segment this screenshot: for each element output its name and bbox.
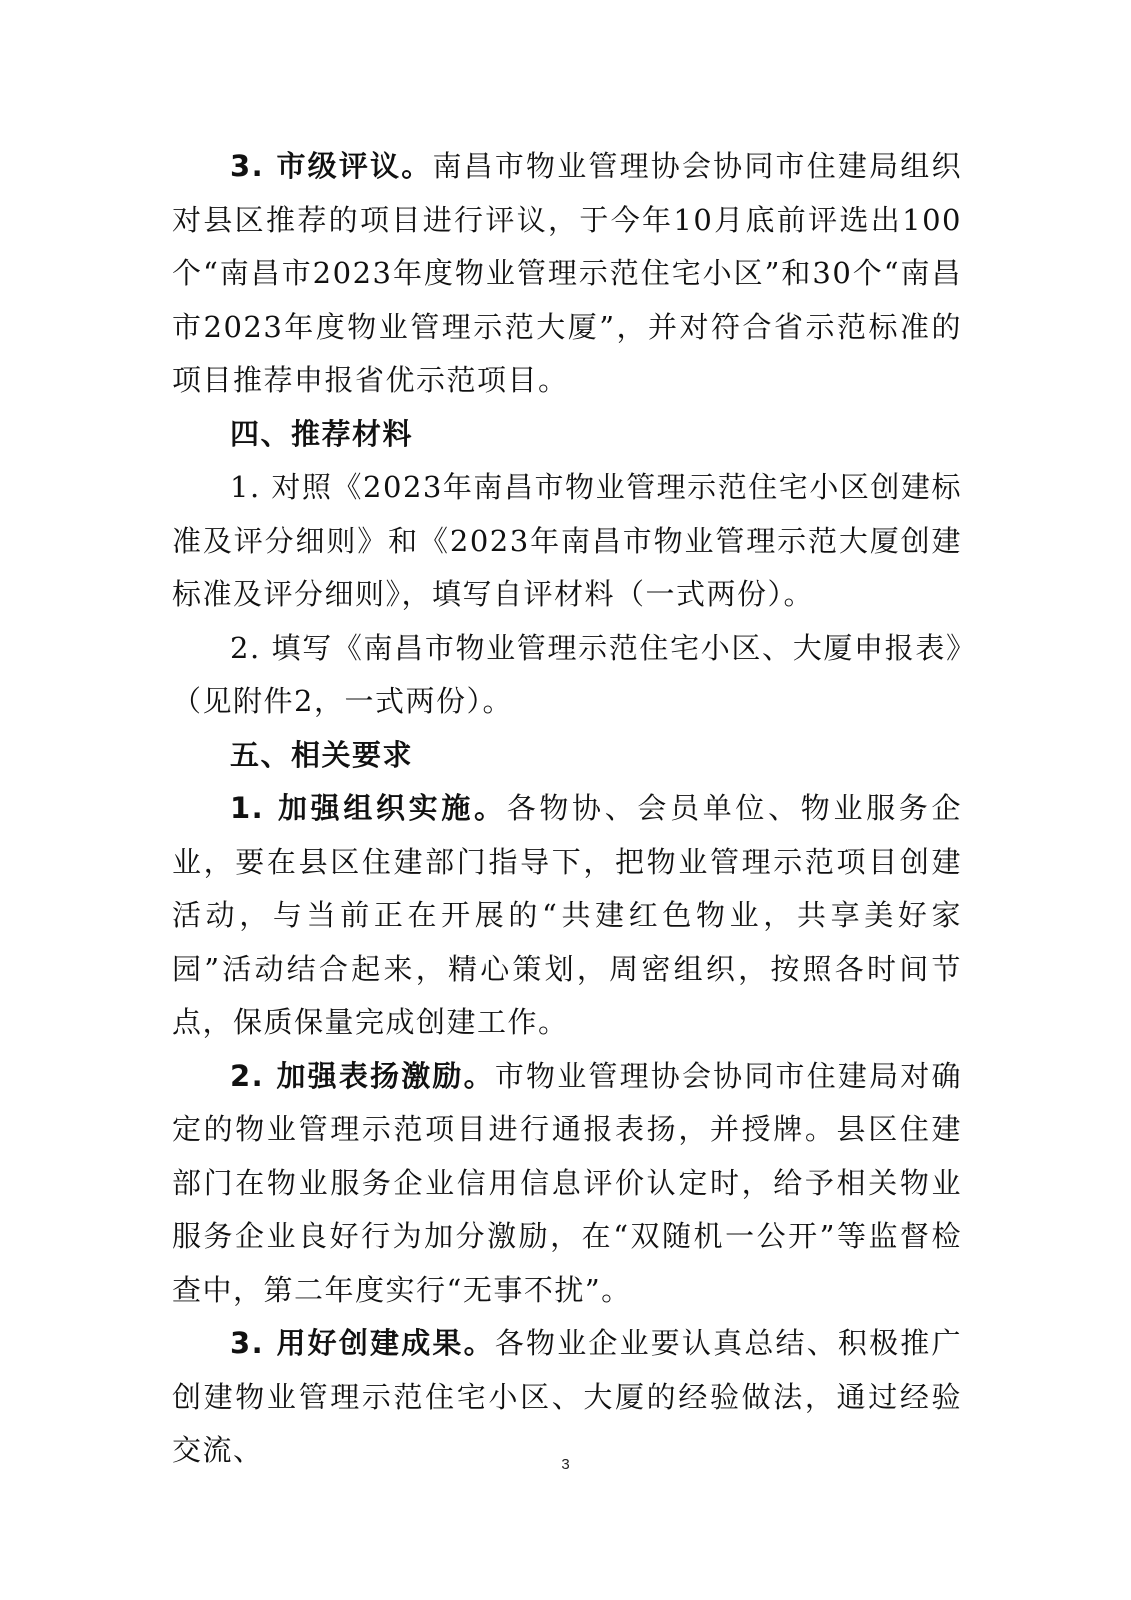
materials-item-2: 2. 填写《南昌市物业管理示范住宅小区、大厦申报表》（见附件2，一式两份）。 — [172, 630, 962, 718]
requirement-lead: 2. 加强表扬激励。 — [230, 1058, 495, 1093]
paragraph-municipal-review — [172, 140, 962, 408]
requirement-text: 各物业企业要认真总结、积极推广创建物业管理示范住宅小区、大厦的经验做法，通过经验交流、 — [172, 1326, 962, 1467]
requirement-lead: 1. 加强组织实施。 — [230, 791, 507, 825]
section-heading-requirements: 五、相关要求 — [230, 737, 414, 772]
page-number: 3 — [561, 1456, 570, 1473]
requirement-item-3 — [172, 1317, 962, 1478]
materials-item-1: 1. 对照《2023年南昌市物业管理示范住宅小区创建标准及评分细则》和《2023年南昌市物业管理示范大厦创建标准及评分细则》，填写自评材料（一式两份）。 — [172, 470, 962, 611]
section-heading-recommended-materials: 四、推荐材料 — [230, 416, 414, 451]
requirement-text: 各物协、会员单位、物业服务企业，要在县区住建部门指导下，把物业管理示范项目创建活动，与当前正在开展的“共建红色物业，共享美好家园”活动结合起来，精心策划，周密组织，按照各时间节点，保质保量完成创建工作。 — [172, 791, 962, 1039]
requirement-text: 市物业管理协会协同市住建局对确定的物业管理示范项目进行通报表扬，并授牌。县区住建部门在物业服务企业信用信息评价认定时，给予相关物业服务企业良好行为加分激励，在“双随机一公开”等监督检查中，第二年度实行“无事不扰”。 — [172, 1058, 962, 1307]
requirement-item-2 — [172, 1050, 962, 1318]
paragraph-lead: 3. 市级评议。 — [230, 149, 433, 183]
requirement-item-1 — [172, 782, 962, 1050]
paragraph-text: 南昌市物业管理协会协同市住建局组织对县区推荐的项目进行评议，于今年10月底前评选出100个“南昌市2023年度物业管理示范住宅小区”和30个“南昌市2023年度物业管理示范大厦”，并对符合省示范标准的项目推荐申报省优示范项目。 — [172, 149, 962, 397]
document-body — [172, 140, 962, 1478]
requirement-lead: 3. 用好创建成果。 — [230, 1326, 495, 1360]
